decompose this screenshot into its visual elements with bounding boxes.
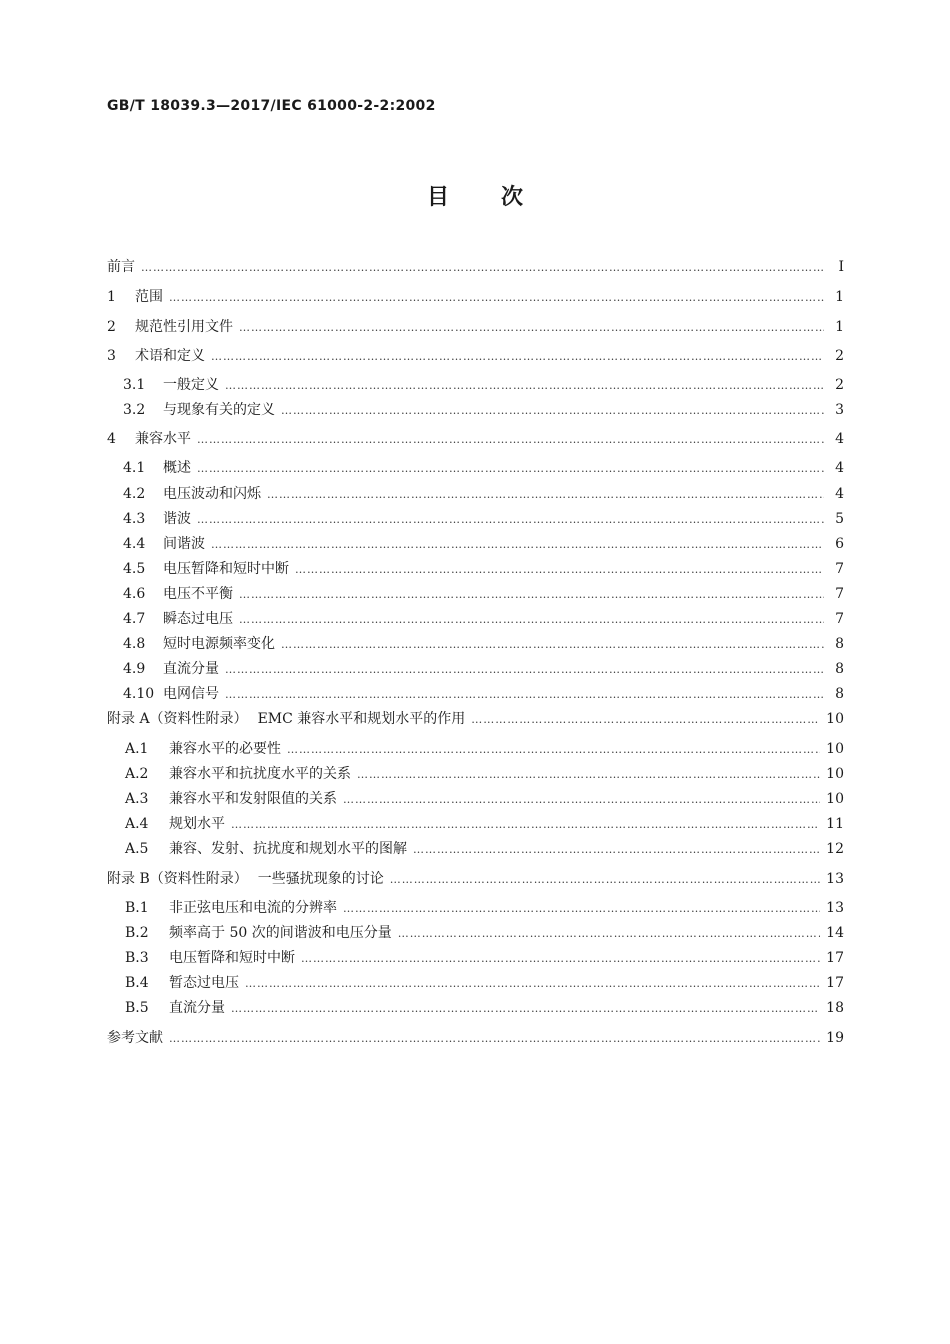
toc-entry-page: 12 xyxy=(826,841,844,857)
toc-entry-number: 4.10 xyxy=(123,686,155,702)
toc-leader-dots xyxy=(197,432,824,448)
toc-entry-number: 4 xyxy=(107,431,116,447)
toc-entry-label: 非正弦电压和电流的分辨率 xyxy=(169,900,337,916)
toc-leader-dots xyxy=(287,742,820,758)
toc-entry-label: 电压波动和闪烁 xyxy=(163,486,261,502)
toc-leader-dots xyxy=(239,587,824,603)
toc-entry[interactable] xyxy=(107,348,844,364)
toc-entry-page: Ⅰ xyxy=(838,259,844,275)
toc-entry[interactable] xyxy=(107,816,844,832)
toc-entry[interactable] xyxy=(107,431,844,447)
toc-entry-page: 17 xyxy=(826,950,844,966)
toc-leader-dots xyxy=(169,290,824,306)
toc-entry-number: A.4 xyxy=(125,816,149,832)
toc-entry-number: B.4 xyxy=(125,975,149,991)
toc-entry-page: 7 xyxy=(835,611,844,627)
toc-entry-label: 短时电源频率变化 xyxy=(163,636,275,652)
toc-entry-page: 10 xyxy=(826,766,844,782)
toc-entry-number: 4.2 xyxy=(123,486,146,502)
toc-entry-page: 4 xyxy=(835,486,844,502)
toc-entry[interactable] xyxy=(107,975,844,991)
toc-leader-dots xyxy=(413,842,820,858)
toc-entry-label: 兼容水平和发射限值的关系 xyxy=(169,791,337,807)
toc-entry-number: 2 xyxy=(107,319,116,335)
toc-entry-number: 4.4 xyxy=(123,536,146,552)
toc-entry-label: 一般定义 xyxy=(163,377,219,393)
toc-leader-dots xyxy=(343,792,820,808)
toc-entry[interactable] xyxy=(107,841,844,857)
toc-leader-dots xyxy=(245,976,820,992)
toc-entry[interactable] xyxy=(107,871,844,887)
toc-leader-dots xyxy=(225,378,824,394)
table-of-contents xyxy=(107,259,844,1046)
toc-entry-label: 兼容水平 xyxy=(135,431,191,447)
toc-entry[interactable] xyxy=(107,950,844,966)
toc-leader-dots xyxy=(357,767,820,783)
toc-leader-dots xyxy=(398,926,820,942)
toc-entry-number: 4.9 xyxy=(123,661,146,677)
toc-entry-page: 10 xyxy=(826,711,844,727)
toc-entry-page: 10 xyxy=(826,791,844,807)
toc-entry-number: A.5 xyxy=(125,841,149,857)
toc-leader-dots xyxy=(239,612,824,628)
toc-entry[interactable] xyxy=(107,1000,844,1016)
toc-entry[interactable] xyxy=(107,377,844,393)
toc-entry-page: 8 xyxy=(835,661,844,677)
toc-entry[interactable] xyxy=(107,611,844,627)
toc-entry[interactable] xyxy=(107,511,844,527)
toc-entry-number: A.2 xyxy=(125,766,149,782)
toc-entry-label: 电网信号 xyxy=(163,686,219,702)
toc-entry-label: 瞬态过电压 xyxy=(163,611,233,627)
toc-entry-page: 1 xyxy=(835,289,844,305)
toc-entry-label: 电压暂降和短时中断 xyxy=(163,561,289,577)
toc-entry-page: 6 xyxy=(835,536,844,552)
toc-entry-label: 一些骚扰现象的讨论 xyxy=(257,871,384,887)
toc-entry[interactable] xyxy=(107,661,844,677)
toc-entry[interactable] xyxy=(107,636,844,652)
toc-entry[interactable] xyxy=(107,900,844,916)
toc-leader-dots xyxy=(169,1031,820,1047)
toc-entry-number: A.3 xyxy=(125,791,149,807)
toc-leader-dots xyxy=(225,662,824,678)
toc-entry-label: 间谐波 xyxy=(163,536,205,552)
toc-leader-dots xyxy=(471,712,820,728)
toc-entry-label: 电压暂降和短时中断 xyxy=(169,950,295,966)
toc-entry-page: 1 xyxy=(835,319,844,335)
toc-entry-number: 4.6 xyxy=(123,586,146,602)
toc-entry[interactable] xyxy=(107,259,844,275)
toc-entry[interactable] xyxy=(107,766,844,782)
toc-leader-dots xyxy=(390,872,820,888)
toc-entry-page: 5 xyxy=(835,511,844,527)
toc-entry-page: 18 xyxy=(826,1000,844,1016)
toc-entry-page: 7 xyxy=(835,561,844,577)
toc-entry-label: 兼容、发射、抗扰度和规划水平的图解 xyxy=(169,841,407,857)
toc-entry-number: 3.1 xyxy=(123,377,146,393)
toc-entry-label: 兼容水平的必要性 xyxy=(169,741,281,757)
toc-entry-label: 电压不平衡 xyxy=(163,586,233,602)
toc-entry-number: 4.1 xyxy=(123,460,146,476)
toc-entry-page: 19 xyxy=(826,1030,844,1046)
toc-entry-page: 2 xyxy=(835,377,844,393)
toc-entry-page: 13 xyxy=(826,871,844,887)
toc-entry-page: 8 xyxy=(835,636,844,652)
toc-entry-page: 10 xyxy=(826,741,844,757)
toc-leader-dots xyxy=(281,403,824,419)
toc-leader-dots xyxy=(211,349,824,365)
page-title xyxy=(0,180,950,211)
toc-entry-number: 4.8 xyxy=(123,636,146,652)
toc-leader-dots xyxy=(295,562,824,578)
toc-entry-label: 直流分量 xyxy=(169,1000,225,1016)
toc-entry[interactable] xyxy=(107,289,844,305)
toc-entry-label: 直流分量 xyxy=(163,661,219,677)
toc-entry-number: B.3 xyxy=(125,950,149,966)
toc-entry-number: 1 xyxy=(107,289,116,305)
toc-entry-label: 频率高于 50 次的间谐波和电压分量 xyxy=(169,925,392,941)
toc-entry-label: 术语和定义 xyxy=(135,348,205,364)
toc-entry[interactable] xyxy=(107,561,844,577)
toc-entry[interactable] xyxy=(107,1030,844,1046)
toc-entry-page: 7 xyxy=(835,586,844,602)
toc-entry-number: B.5 xyxy=(125,1000,149,1016)
toc-entry-number: 3 xyxy=(107,348,116,364)
toc-leader-dots xyxy=(231,1001,820,1017)
toc-entry-number: 附录 A（资料性附录） xyxy=(107,711,248,727)
toc-entry-page: 14 xyxy=(826,925,844,941)
toc-entry-label: 规范性引用文件 xyxy=(135,319,233,335)
toc-entry-page: 11 xyxy=(826,816,844,832)
toc-entry-label: 暂态过电压 xyxy=(169,975,239,991)
toc-leader-dots xyxy=(301,951,820,967)
toc-leader-dots xyxy=(267,487,824,503)
toc-entry-page: 2 xyxy=(835,348,844,364)
toc-entry[interactable] xyxy=(107,925,844,941)
toc-entry-number: 3.2 xyxy=(123,402,146,418)
toc-leader-dots xyxy=(211,537,824,553)
toc-entry-page: 17 xyxy=(826,975,844,991)
toc-entry-label: EMC 兼容水平和规划水平的作用 xyxy=(257,711,466,727)
toc-entry[interactable] xyxy=(107,711,844,727)
title-char-1: 目 xyxy=(426,185,449,210)
toc-entry-number: 4.3 xyxy=(123,511,146,527)
toc-leader-dots xyxy=(239,320,824,336)
toc-entry-label: 兼容水平和抗扰度水平的关系 xyxy=(169,766,351,782)
toc-entry[interactable] xyxy=(107,791,844,807)
toc-leader-dots xyxy=(225,687,824,703)
toc-entry-label: 范围 xyxy=(135,289,163,305)
toc-entry[interactable] xyxy=(107,536,844,552)
toc-entry-label: 谐波 xyxy=(163,511,191,527)
toc-leader-dots xyxy=(197,512,824,528)
toc-leader-dots xyxy=(231,817,820,833)
toc-entry-label: 参考文献 xyxy=(107,1030,163,1046)
toc-entry-number: 4.7 xyxy=(123,611,146,627)
toc-leader-dots xyxy=(141,260,824,276)
toc-entry[interactable] xyxy=(107,686,844,702)
toc-entry-number: A.1 xyxy=(125,741,149,757)
toc-leader-dots xyxy=(281,637,824,653)
toc-entry-label: 前言 xyxy=(107,259,135,275)
toc-entry-number: B.1 xyxy=(125,900,149,916)
toc-entry-page: 4 xyxy=(835,431,844,447)
toc-entry-page: 3 xyxy=(835,402,844,418)
toc-entry[interactable] xyxy=(107,586,844,602)
toc-entry-label: 规划水平 xyxy=(169,816,225,832)
toc-entry-page: 4 xyxy=(835,460,844,476)
toc-entry[interactable] xyxy=(107,402,844,418)
toc-entry[interactable] xyxy=(107,319,844,335)
toc-entry-label: 概述 xyxy=(163,460,191,476)
toc-entry[interactable] xyxy=(107,486,844,502)
toc-entry[interactable] xyxy=(107,460,844,476)
toc-entry-number: 4.5 xyxy=(123,561,146,577)
standard-code: GB/T 18039.3—2017/IEC 61000-2-2:2002 xyxy=(107,98,436,114)
toc-entry-number: 附录 B（资料性附录） xyxy=(107,871,248,887)
toc-entry-page: 13 xyxy=(826,900,844,916)
toc-entry[interactable] xyxy=(107,741,844,757)
toc-entry-page: 8 xyxy=(835,686,844,702)
toc-entry-number: B.2 xyxy=(125,925,149,941)
title-char-2: 次 xyxy=(501,185,524,210)
toc-leader-dots xyxy=(197,461,824,477)
toc-leader-dots xyxy=(343,901,820,917)
toc-entry-label: 与现象有关的定义 xyxy=(163,402,275,418)
